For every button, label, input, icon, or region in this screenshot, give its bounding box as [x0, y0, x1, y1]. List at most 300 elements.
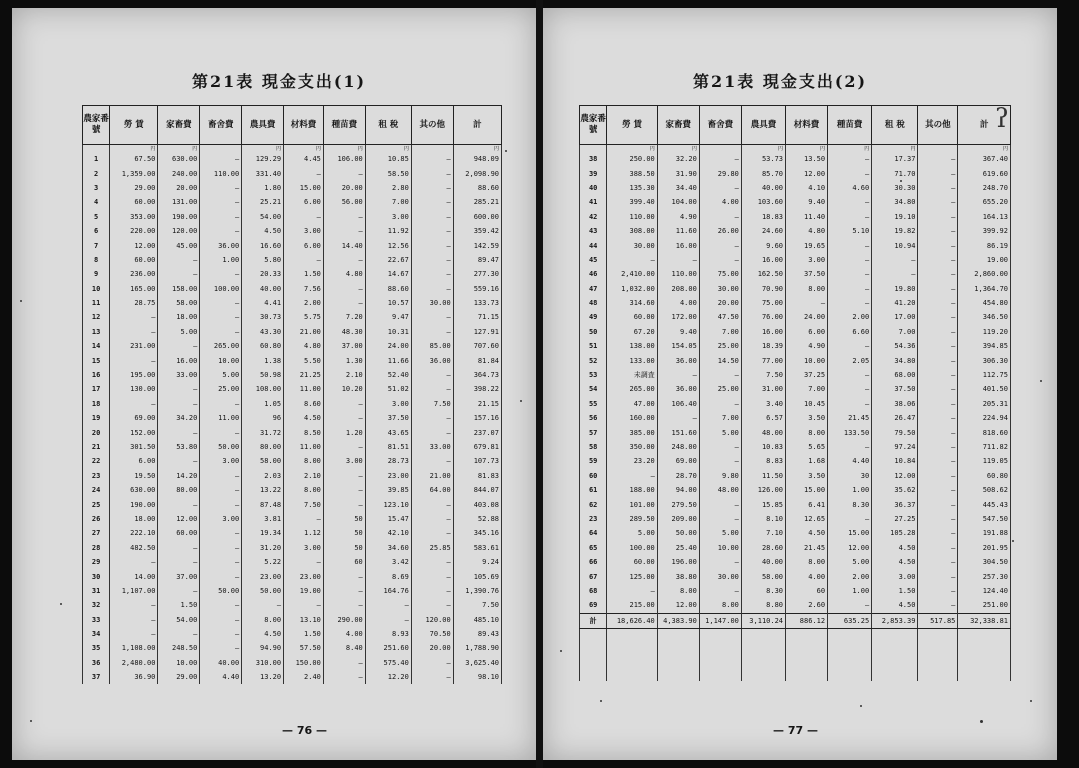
amount-cell: 5.00 [158, 325, 200, 339]
blank-cell [872, 668, 918, 681]
total-amount-cell: 2,853.39 [872, 613, 918, 628]
amount-cell: 1.20 [323, 425, 365, 439]
amount-cell: 33.00 [411, 440, 453, 454]
amount-cell: 290.00 [323, 613, 365, 627]
table-row [83, 440, 502, 454]
amount-cell: — [200, 210, 242, 224]
amount-cell: 2.00 [828, 569, 872, 583]
table-row [83, 483, 502, 497]
amount-cell: 21.00 [411, 469, 453, 483]
amount-cell: 106.00 [323, 152, 365, 166]
amount-cell: — [828, 253, 872, 267]
blank-cell [872, 642, 918, 655]
farm-number-cell: 49 [580, 310, 607, 324]
amount-cell: 25.21 [242, 195, 284, 209]
amount-cell: 7.50 [741, 368, 785, 382]
amount-cell: 285.21 [453, 195, 501, 209]
amount-cell: 58.00 [741, 569, 785, 583]
table-row [83, 641, 502, 655]
amount-cell: 23.00 [365, 469, 411, 483]
amount-cell: 7.50 [284, 497, 324, 511]
amount-cell: 21.15 [453, 397, 501, 411]
amount-cell: 454.80 [958, 296, 1011, 310]
amount-cell: — [365, 613, 411, 627]
amount-cell: 17.37 [872, 152, 918, 166]
amount-cell: — [918, 497, 958, 511]
amount-cell: 1.68 [786, 454, 828, 468]
amount-cell: — [828, 238, 872, 252]
amount-cell: — [411, 166, 453, 180]
farm-number-cell: 56 [580, 411, 607, 425]
amount-cell: 8.00 [786, 555, 828, 569]
farm-number-cell: 29 [83, 555, 110, 569]
amount-cell: 9.24 [453, 555, 501, 569]
amount-cell: — [200, 152, 242, 166]
amount-cell: 1.80 [242, 181, 284, 195]
amount-cell: 13.22 [242, 483, 284, 497]
amount-cell: 29.00 [110, 181, 158, 195]
farm-number-cell: 47 [580, 282, 607, 296]
amount-cell: — [828, 368, 872, 382]
amount-cell: — [918, 238, 958, 252]
table-row [83, 310, 502, 324]
table-row [83, 267, 502, 281]
farm-number-cell: 16 [83, 368, 110, 382]
amount-cell: 16.00 [657, 238, 699, 252]
amount-cell: 1,032.00 [607, 282, 657, 296]
amount-cell: 129.29 [242, 152, 284, 166]
table-row [83, 166, 502, 180]
table-row [83, 325, 502, 339]
amount-cell: 7.56 [284, 282, 324, 296]
amount-cell: 31.90 [657, 166, 699, 180]
amount-cell: 16.00 [741, 325, 785, 339]
amount-cell: 133.73 [453, 296, 501, 310]
farm-number-cell: 61 [580, 483, 607, 497]
amount-cell: 201.95 [958, 541, 1011, 555]
amount-cell: 15.85 [741, 497, 785, 511]
amount-cell: 345.16 [453, 526, 501, 540]
amount-cell: 38.06 [872, 397, 918, 411]
amount-cell: 1.50 [158, 598, 200, 612]
farm-number-cell: 53 [580, 368, 607, 382]
amount-cell: 58.50 [365, 166, 411, 180]
farm-number-cell: 26 [83, 512, 110, 526]
amount-cell: — [323, 282, 365, 296]
amount-cell: 1.00 [828, 483, 872, 497]
amount-cell: — [323, 166, 365, 180]
scan-speck [20, 300, 22, 302]
amount-cell: — [918, 195, 958, 209]
unit-cell: 円 [365, 145, 411, 153]
amount-cell: 52.88 [453, 512, 501, 526]
amount-cell: — [158, 267, 200, 281]
amount-cell: 8.50 [284, 425, 324, 439]
unit-row [580, 145, 1011, 153]
amount-cell: — [828, 440, 872, 454]
column-header: 租 稅 [365, 106, 411, 145]
amount-cell: 818.60 [958, 425, 1011, 439]
amount-cell: 33.00 [158, 368, 200, 382]
amount-cell: 13.20 [242, 670, 284, 684]
farm-number-cell: 62 [580, 497, 607, 511]
amount-cell: 308.00 [607, 224, 657, 238]
amount-cell: — [918, 368, 958, 382]
farm-number-cell: 24 [83, 483, 110, 497]
amount-cell: 1,108.00 [110, 641, 158, 655]
amount-cell: 14.00 [110, 569, 158, 583]
amount-cell: 75.00 [699, 267, 741, 281]
blank-cell [657, 628, 699, 642]
amount-cell: — [200, 613, 242, 627]
table-row [580, 411, 1011, 425]
amount-cell: 15.00 [786, 483, 828, 497]
amount-cell: — [284, 598, 324, 612]
amount-cell: — [200, 267, 242, 281]
amount-cell: 31.00 [741, 382, 785, 396]
blank-cell [741, 628, 785, 642]
amount-cell: 60.00 [158, 526, 200, 540]
farm-number-cell: 31 [83, 584, 110, 598]
amount-cell: 42.10 [365, 526, 411, 540]
amount-cell: — [411, 555, 453, 569]
amount-cell: 64.00 [411, 483, 453, 497]
amount-cell: 250.00 [607, 152, 657, 166]
amount-cell: 50 [323, 541, 365, 555]
farm-number-cell: 38 [580, 152, 607, 166]
amount-cell: — [699, 454, 741, 468]
amount-cell: — [918, 425, 958, 439]
amount-cell: 28.60 [741, 541, 785, 555]
amount-cell: 69.00 [110, 411, 158, 425]
amount-cell: 37.50 [872, 382, 918, 396]
amount-cell: 20.33 [242, 267, 284, 281]
table-row [580, 296, 1011, 310]
amount-cell: 4.00 [786, 569, 828, 583]
amount-cell: 119.05 [958, 454, 1011, 468]
amount-cell: 331.40 [242, 166, 284, 180]
amount-cell: — [828, 152, 872, 166]
amount-cell: 7.00 [786, 382, 828, 396]
amount-cell: 40.00 [741, 181, 785, 195]
column-header: 計 [453, 106, 501, 145]
amount-cell: 364.73 [453, 368, 501, 382]
left-page [12, 8, 536, 760]
amount-cell: 5.50 [284, 353, 324, 367]
amount-cell: — [158, 454, 200, 468]
amount-cell: 1,788.90 [453, 641, 501, 655]
amount-cell: 1.00 [200, 253, 242, 267]
amount-cell: 88.60 [365, 282, 411, 296]
amount-cell: 10.83 [741, 440, 785, 454]
total-amount-cell: 517.85 [918, 613, 958, 628]
amount-cell: 8.30 [828, 497, 872, 511]
blank-cell [741, 655, 785, 668]
amount-cell: 8.00 [786, 282, 828, 296]
amount-cell: 18.39 [741, 339, 785, 353]
amount-cell: — [828, 166, 872, 180]
table-row [580, 454, 1011, 468]
table-row [83, 296, 502, 310]
amount-cell: — [323, 656, 365, 670]
farm-number-cell: 54 [580, 382, 607, 396]
amount-cell: 1,364.70 [958, 282, 1011, 296]
farm-number-cell: 46 [580, 267, 607, 281]
amount-cell: 236.00 [110, 267, 158, 281]
amount-cell: 164.76 [365, 584, 411, 598]
unit-cell: 円 [958, 145, 1011, 153]
amount-cell: 30.30 [872, 181, 918, 195]
amount-cell: 37.25 [786, 368, 828, 382]
amount-cell: — [918, 469, 958, 483]
amount-cell: — [411, 195, 453, 209]
amount-cell: 125.00 [607, 569, 657, 583]
blank-cell [607, 642, 657, 655]
amount-cell: — [158, 339, 200, 353]
amount-cell: 8.40 [323, 641, 365, 655]
amount-cell: 107.73 [453, 454, 501, 468]
farm-number-cell: 6 [83, 224, 110, 238]
amount-cell: 127.91 [453, 325, 501, 339]
unit-cell: 円 [786, 145, 828, 153]
blank-cell [958, 668, 1011, 681]
farm-number-cell: 27 [83, 526, 110, 540]
amount-cell: — [200, 497, 242, 511]
amount-cell: 10.94 [872, 238, 918, 252]
farm-number-cell: 13 [83, 325, 110, 339]
column-header: 農具費 [741, 106, 785, 145]
amount-cell: — [918, 411, 958, 425]
amount-cell: — [699, 210, 741, 224]
amount-cell: 3.00 [365, 397, 411, 411]
amount-cell: 195.00 [110, 368, 158, 382]
amount-cell: 29.00 [158, 670, 200, 684]
amount-cell: 23.20 [607, 454, 657, 468]
amount-cell: — [918, 210, 958, 224]
unit-cell [580, 145, 607, 153]
amount-cell: 20.00 [411, 641, 453, 655]
amount-cell: 1.12 [284, 526, 324, 540]
amount-cell: — [411, 310, 453, 324]
amount-cell: 94.90 [242, 641, 284, 655]
total-amount-cell: 886.12 [786, 613, 828, 628]
amount-cell: — [323, 598, 365, 612]
amount-cell: 401.50 [958, 382, 1011, 396]
amount-cell: 26.00 [699, 224, 741, 238]
table-row [580, 584, 1011, 598]
amount-cell: — [200, 541, 242, 555]
amount-cell: 19.10 [872, 210, 918, 224]
blank-row [580, 655, 1011, 668]
table-row [580, 440, 1011, 454]
table-row [580, 512, 1011, 526]
amount-cell: 103.60 [741, 195, 785, 209]
amount-cell: 54.00 [242, 210, 284, 224]
farm-number-cell: 25 [83, 497, 110, 511]
farm-number-cell: 32 [83, 598, 110, 612]
amount-cell: — [200, 296, 242, 310]
amount-cell: 18.83 [741, 210, 785, 224]
amount-cell: 310.00 [242, 656, 284, 670]
amount-cell: 25.00 [699, 382, 741, 396]
amount-cell: 11.40 [786, 210, 828, 224]
amount-cell: 224.94 [958, 411, 1011, 425]
unit-cell: 円 [607, 145, 657, 153]
farm-number-cell: 41 [580, 195, 607, 209]
unit-cell [918, 145, 958, 153]
amount-cell: — [828, 339, 872, 353]
scan-speck [980, 720, 983, 723]
farm-number-cell: 50 [580, 325, 607, 339]
amount-cell: 3.81 [242, 512, 284, 526]
amount-cell: — [828, 382, 872, 396]
amount-cell: 48.00 [699, 483, 741, 497]
amount-cell: 12.20 [365, 670, 411, 684]
amount-cell: 711.82 [958, 440, 1011, 454]
amount-cell: — [110, 310, 158, 324]
amount-cell: — [200, 569, 242, 583]
handwritten-mark: ʔ [995, 104, 1009, 134]
amount-cell: 12.00 [110, 238, 158, 252]
scan-speck [30, 720, 32, 722]
blank-cell [741, 668, 785, 681]
amount-cell: 89.43 [453, 627, 501, 641]
amount-cell: — [110, 627, 158, 641]
amount-cell: 23.00 [284, 569, 324, 583]
scan-speck [505, 150, 507, 152]
amount-cell: 559.16 [453, 282, 501, 296]
amount-cell: 20.00 [323, 181, 365, 195]
amount-cell: — [918, 296, 958, 310]
blank-row [580, 668, 1011, 681]
column-header: 勞 賃 [110, 106, 158, 145]
amount-cell: — [918, 526, 958, 540]
amount-cell: 71.70 [872, 166, 918, 180]
amount-cell: 28.73 [365, 454, 411, 468]
amount-cell: 60 [786, 584, 828, 598]
table-row [83, 411, 502, 425]
blank-cell [958, 628, 1011, 642]
amount-cell: 8.69 [365, 569, 411, 583]
amount-cell: 6.60 [828, 325, 872, 339]
blank-cell [918, 655, 958, 668]
amount-cell: 10.00 [699, 541, 741, 555]
amount-cell: 20.00 [699, 296, 741, 310]
column-header: 農具費 [242, 106, 284, 145]
amount-cell: 27.25 [872, 512, 918, 526]
amount-cell: — [323, 210, 365, 224]
amount-cell: — [918, 267, 958, 281]
amount-cell: — [828, 512, 872, 526]
amount-cell: 50 [323, 526, 365, 540]
blank-cell [657, 668, 699, 681]
amount-cell: 6.41 [786, 497, 828, 511]
amount-cell: 20.00 [158, 181, 200, 195]
amount-cell: 70.90 [741, 282, 785, 296]
amount-cell: 34.60 [365, 541, 411, 555]
column-header: 畜舍費 [200, 106, 242, 145]
farm-number-cell: 39 [580, 166, 607, 180]
amount-cell: 4.00 [699, 195, 741, 209]
amount-cell: 68.00 [872, 368, 918, 382]
amount-cell: — [918, 152, 958, 166]
amount-cell: 25.00 [200, 382, 242, 396]
table-row [580, 382, 1011, 396]
amount-cell: — [699, 497, 741, 511]
amount-cell: 23.00 [242, 569, 284, 583]
farm-number-cell: 33 [83, 613, 110, 627]
amount-cell: — [699, 181, 741, 195]
blank-cell [607, 628, 657, 642]
unit-cell [411, 145, 453, 153]
amount-cell: 248.50 [158, 641, 200, 655]
amount-cell: 110.00 [607, 210, 657, 224]
amount-cell: 10.84 [872, 454, 918, 468]
amount-cell: 36.37 [872, 497, 918, 511]
scan-speck [520, 400, 522, 402]
amount-cell: 4.50 [242, 627, 284, 641]
amount-cell: 3.00 [365, 210, 411, 224]
amount-cell: 157.16 [453, 411, 501, 425]
amount-cell: — [158, 425, 200, 439]
amount-cell: 172.00 [657, 310, 699, 324]
amount-cell: 1.50 [284, 267, 324, 281]
amount-cell: 346.50 [958, 310, 1011, 324]
amount-cell: 24.00 [786, 310, 828, 324]
amount-cell: — [411, 497, 453, 511]
amount-cell: 19.65 [786, 238, 828, 252]
amount-cell: 108.00 [242, 382, 284, 396]
amount-cell: — [284, 512, 324, 526]
amount-cell: 57.50 [284, 641, 324, 655]
amount-cell: 40.00 [200, 656, 242, 670]
column-header: 材料費 [786, 106, 828, 145]
amount-cell: 81.51 [365, 440, 411, 454]
amount-cell: 19.80 [872, 282, 918, 296]
amount-cell: 16.00 [158, 353, 200, 367]
farm-number-cell: 60 [580, 469, 607, 483]
amount-cell: 547.50 [958, 512, 1011, 526]
amount-cell: 707.60 [453, 339, 501, 353]
amount-cell: 8.60 [284, 397, 324, 411]
amount-cell: 106.40 [657, 397, 699, 411]
blank-cell [828, 642, 872, 655]
amount-cell: 158.00 [158, 282, 200, 296]
amount-cell: — [918, 569, 958, 583]
amount-cell: — [918, 310, 958, 324]
amount-cell: 10.00 [786, 353, 828, 367]
page-number: — 76 — [282, 724, 327, 737]
amount-cell: 2.05 [828, 353, 872, 367]
amount-cell: 14.20 [158, 469, 200, 483]
amount-cell: 583.61 [453, 541, 501, 555]
amount-cell: 240.00 [158, 166, 200, 180]
amount-cell: — [158, 555, 200, 569]
amount-cell: 60.00 [607, 555, 657, 569]
farm-number-cell: 12 [83, 310, 110, 324]
amount-cell: 2,480.00 [110, 656, 158, 670]
amount-cell: — [158, 497, 200, 511]
amount-cell: — [365, 598, 411, 612]
blank-cell [657, 642, 699, 655]
farm-number-cell: 21 [83, 440, 110, 454]
amount-cell: 350.00 [607, 440, 657, 454]
amount-cell: 101.00 [607, 497, 657, 511]
amount-cell: 394.85 [958, 339, 1011, 353]
farm-number-cell: 68 [580, 584, 607, 598]
amount-cell: 4.50 [786, 526, 828, 540]
table-row [580, 526, 1011, 540]
